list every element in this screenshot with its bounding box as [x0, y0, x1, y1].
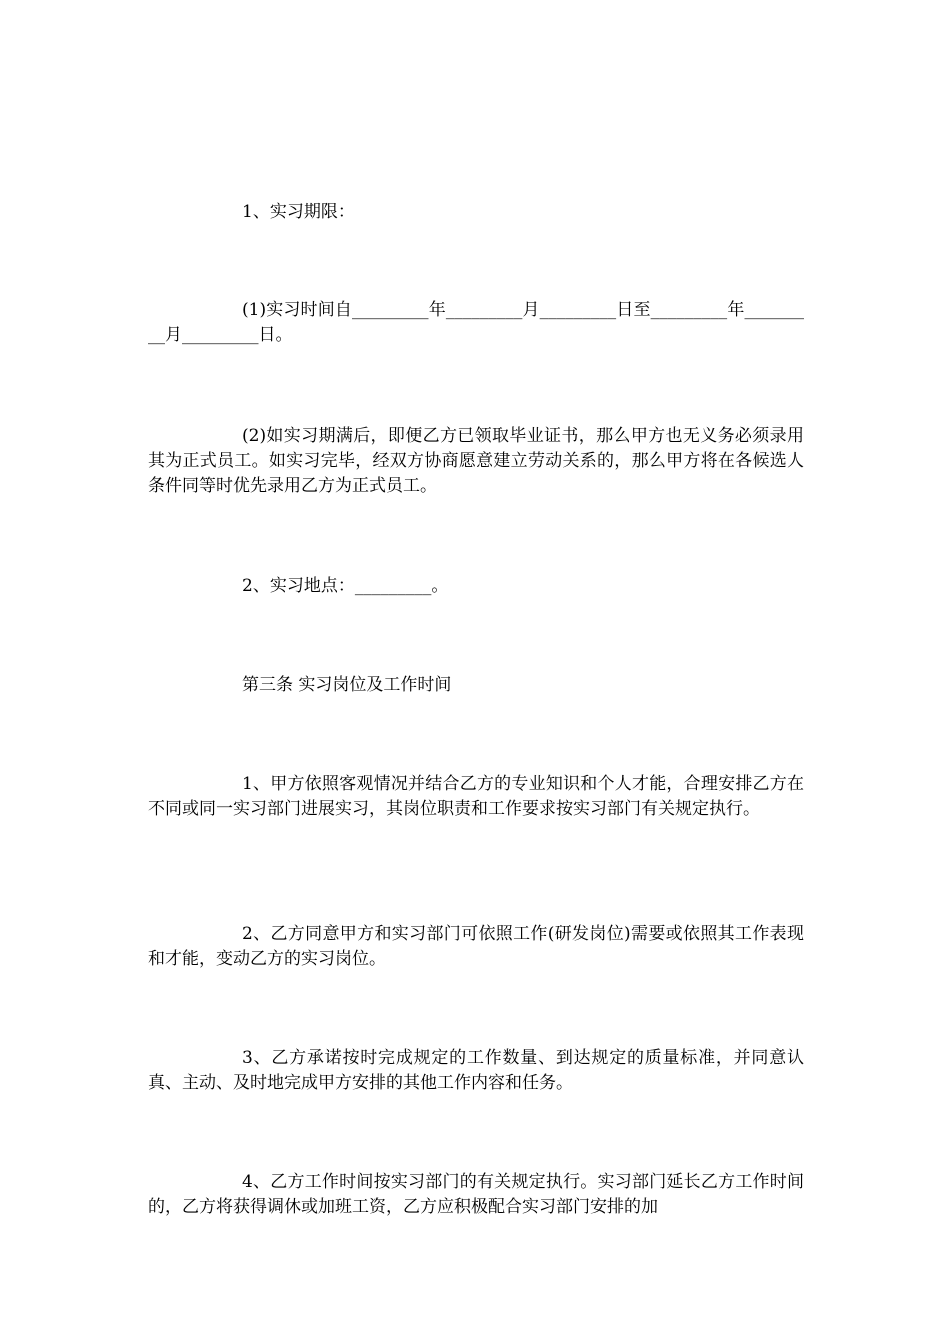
section-heading-article-3: 第三条 实习岗位及工作时间 — [242, 675, 452, 695]
paragraph-work-commitment: 3、乙方承诺按时完成规定的工作数量、到达规定的质量标准，并同意认真、主动、及时地完成甲方安排的其他工作内容和任务。 — [148, 1048, 804, 1093]
paragraph-after-expiry: (2)如实习期满后，即便乙方已领取毕业证书，那么甲方也无义务必须录用其为正式员工。如实习完毕，经双方协商愿意建立劳动关系的，那么甲方将在各候选人条件同等时优先录用乙方为正式员工。 — [148, 426, 804, 496]
paragraph-position-change: 2、乙方同意甲方和实习部门可依照工作(研发岗位)需要或依照其工作表现和才能，变动乙方的实习岗位。 — [148, 924, 804, 969]
paragraph-working-hours: 4、乙方工作时间按实习部门的有关规定执行。实习部门延长乙方工作时间的，乙方将获得调休或加班工资，乙方应积极配合实习部门安排的加 — [148, 1172, 804, 1217]
paragraph-internship-location: 2、实习地点：_________。 — [242, 576, 449, 596]
paragraph-job-assignment: 1、甲方依照客观情况并结合乙方的专业知识和个人才能，合理安排乙方在不同或同一实习部门进展实习，其岗位职责和工作要求按实习部门有关规定执行。 — [148, 774, 804, 819]
paragraph-internship-term: 1、实习期限： — [242, 202, 355, 222]
paragraph-internship-period: (1)实习时间自_________年_________月_________日至_________年_________月_________日。 — [148, 300, 804, 345]
